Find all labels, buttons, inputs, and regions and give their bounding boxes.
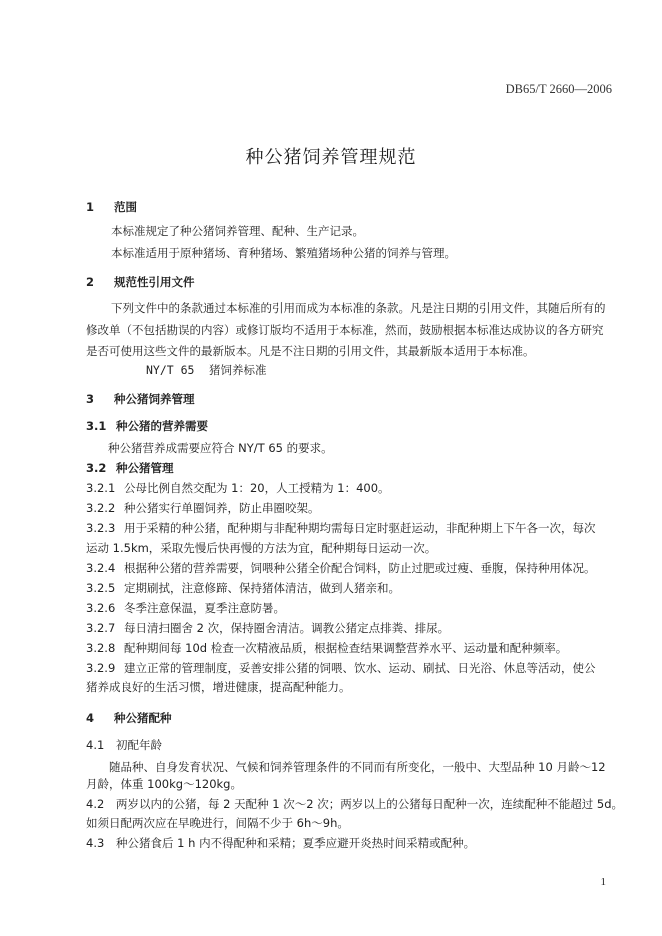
clause-3-2-6 xyxy=(86,600,285,616)
clause-number: 3.2.9 xyxy=(86,661,116,675)
subsection-4-1-heading xyxy=(86,737,162,753)
clause-3-2-2 xyxy=(86,500,320,516)
section-number: 3 xyxy=(86,392,95,406)
subsection-title: 种公猪的营养需要 xyxy=(116,419,208,433)
subsection-text: 种公猪食后 1 h 内不得配种和采精；夏季应避开炎热时间采精或配种。 xyxy=(116,836,476,850)
section-2-paragraph-line-2: 修改单（不包括勘误的内容）或修订版均不适用于本标准，然而，鼓励根据本标准达成协议的各方研究 xyxy=(86,323,604,337)
clause-number: 3.2.5 xyxy=(86,581,116,595)
clause-number: 3.2.4 xyxy=(86,561,116,575)
clause-3-2-8 xyxy=(86,640,567,656)
reference-title: 猪饲养标准 xyxy=(209,363,267,377)
section-1-paragraph-1: 本标准规定了种公猪饲养管理、配种、生产记录。 xyxy=(111,224,364,238)
section-title: 规范性引用文件 xyxy=(114,275,195,289)
section-2-paragraph-line-1: 下列文件中的条款通过本标准的引用而成为本标准的条款。凡是注日期的引用文件，其随后所有的 xyxy=(111,301,606,315)
page-number: 1 xyxy=(600,876,606,888)
clause-text: 每日清扫圈舍 2 次，保持圈舍清洁。调教公猪定点排粪、排尿。 xyxy=(124,621,450,635)
subsection-number: 3.2 xyxy=(86,461,107,475)
clause-text: 冬季注意保温，夏季注意防暑。 xyxy=(124,601,285,615)
clause-number: 3.2.7 xyxy=(86,621,116,635)
subsection-4-2-continued: 如须日配两次应在早晚进行，间隔不少于 6h～9h。 xyxy=(86,816,349,830)
subsection-4-2 xyxy=(86,796,623,812)
document-title: 种公猪饲养管理规范 xyxy=(245,147,417,168)
section-2-heading xyxy=(86,274,195,290)
subsection-3-1-paragraph: 种公猪营养成需要应符合 NY/T 65 的要求。 xyxy=(108,441,333,455)
section-number: 2 xyxy=(86,275,95,289)
clause-3-2-9-continued: 猪养成良好的生活习惯，增进健康，提高配种能力。 xyxy=(86,680,351,694)
section-3-heading xyxy=(86,391,195,407)
section-number: 1 xyxy=(86,200,95,214)
subsection-number: 3.1 xyxy=(86,419,107,433)
clause-text: 用于采精的种公猪，配种期与非配种期均需每日定时驱赶运动，非配种期上下午各一次，每次 xyxy=(124,521,596,535)
clause-text: 定期刷拭，注意修蹄、保持猪体清洁，做到人猪亲和。 xyxy=(124,581,400,595)
section-4-heading xyxy=(86,710,172,726)
subsection-number: 4.1 xyxy=(86,738,105,752)
clause-3-2-4 xyxy=(86,560,596,576)
section-number: 4 xyxy=(86,711,95,725)
section-1-paragraph-2: 本标准适用于原种猪场、育种猪场、繁殖猪场种公猪的饲养与管理。 xyxy=(111,246,456,260)
section-title: 种公猪饲养管理 xyxy=(114,392,195,406)
clause-number: 3.2.8 xyxy=(86,641,116,655)
subsection-4-3 xyxy=(86,835,475,851)
reference-code: NY/T 65 xyxy=(146,363,195,377)
clause-text: 建立正常的管理制度，妥善安排公猪的饲喂、饮水、运动、刷拭、日光浴、休息等活动，使公 xyxy=(124,661,596,675)
subsection-3-1-heading xyxy=(86,418,208,434)
clause-text: 种公猪实行单圈饲养，防止串圈咬架。 xyxy=(124,501,320,515)
section-title: 种公猪配种 xyxy=(114,711,172,725)
clause-number: 3.2.3 xyxy=(86,521,116,535)
clause-3-2-7 xyxy=(86,620,449,636)
clause-3-2-1 xyxy=(86,480,390,496)
clause-3-2-5 xyxy=(86,580,400,596)
clause-text: 配种期间每 10d 检查一次精液品质，根据检查结果调整营养水平、运动量和配种频率。 xyxy=(124,641,568,655)
clause-number: 3.2.2 xyxy=(86,501,116,515)
subsection-3-2-heading xyxy=(86,460,174,476)
clause-3-2-3 xyxy=(86,520,596,536)
subsection-text: 两岁以内的公猪，每 2 天配种 1 次～2 次；两岁以上的公猪每日配种一次，连续配种不能超过 5d。 xyxy=(116,797,623,811)
subsection-4-1-paragraph-line-1: 随品种、自身发育状况、气候和饲养管理条件的不同而有所变化，一般中、大型品种 10 月龄～12 xyxy=(109,760,606,774)
subsection-title: 初配年龄 xyxy=(116,738,162,752)
subsection-number: 4.2 xyxy=(86,797,105,811)
standard-code: DB65/T 2660—2006 xyxy=(505,82,612,96)
clause-3-2-9 xyxy=(86,660,596,676)
section-1-heading xyxy=(86,199,137,215)
clause-text: 根据种公猪的营养需要，饲喂种公猪全价配合饲料，防止过肥或过瘦、垂腹，保持种用体况。 xyxy=(124,561,596,575)
subsection-title: 种公猪管理 xyxy=(116,461,174,475)
clause-number: 3.2.1 xyxy=(86,481,116,495)
subsection-number: 4.3 xyxy=(86,836,105,850)
clause-3-2-3-continued: 运动 1.5km，采取先慢后快再慢的方法为宜，配种期每日运动一次。 xyxy=(86,541,437,555)
section-2-paragraph-line-3: 是否可使用这些文件的最新版本。凡是不注日期的引用文件，其最新版本适用于本标准。 xyxy=(86,344,535,358)
clause-number: 3.2.6 xyxy=(86,601,116,615)
subsection-4-1-paragraph-line-2: 月龄，体重 100kg～120kg。 xyxy=(86,777,242,791)
clause-text: 公母比例自然交配为 1：20，人工授精为 1：400。 xyxy=(124,481,390,495)
section-title: 范围 xyxy=(114,200,137,214)
